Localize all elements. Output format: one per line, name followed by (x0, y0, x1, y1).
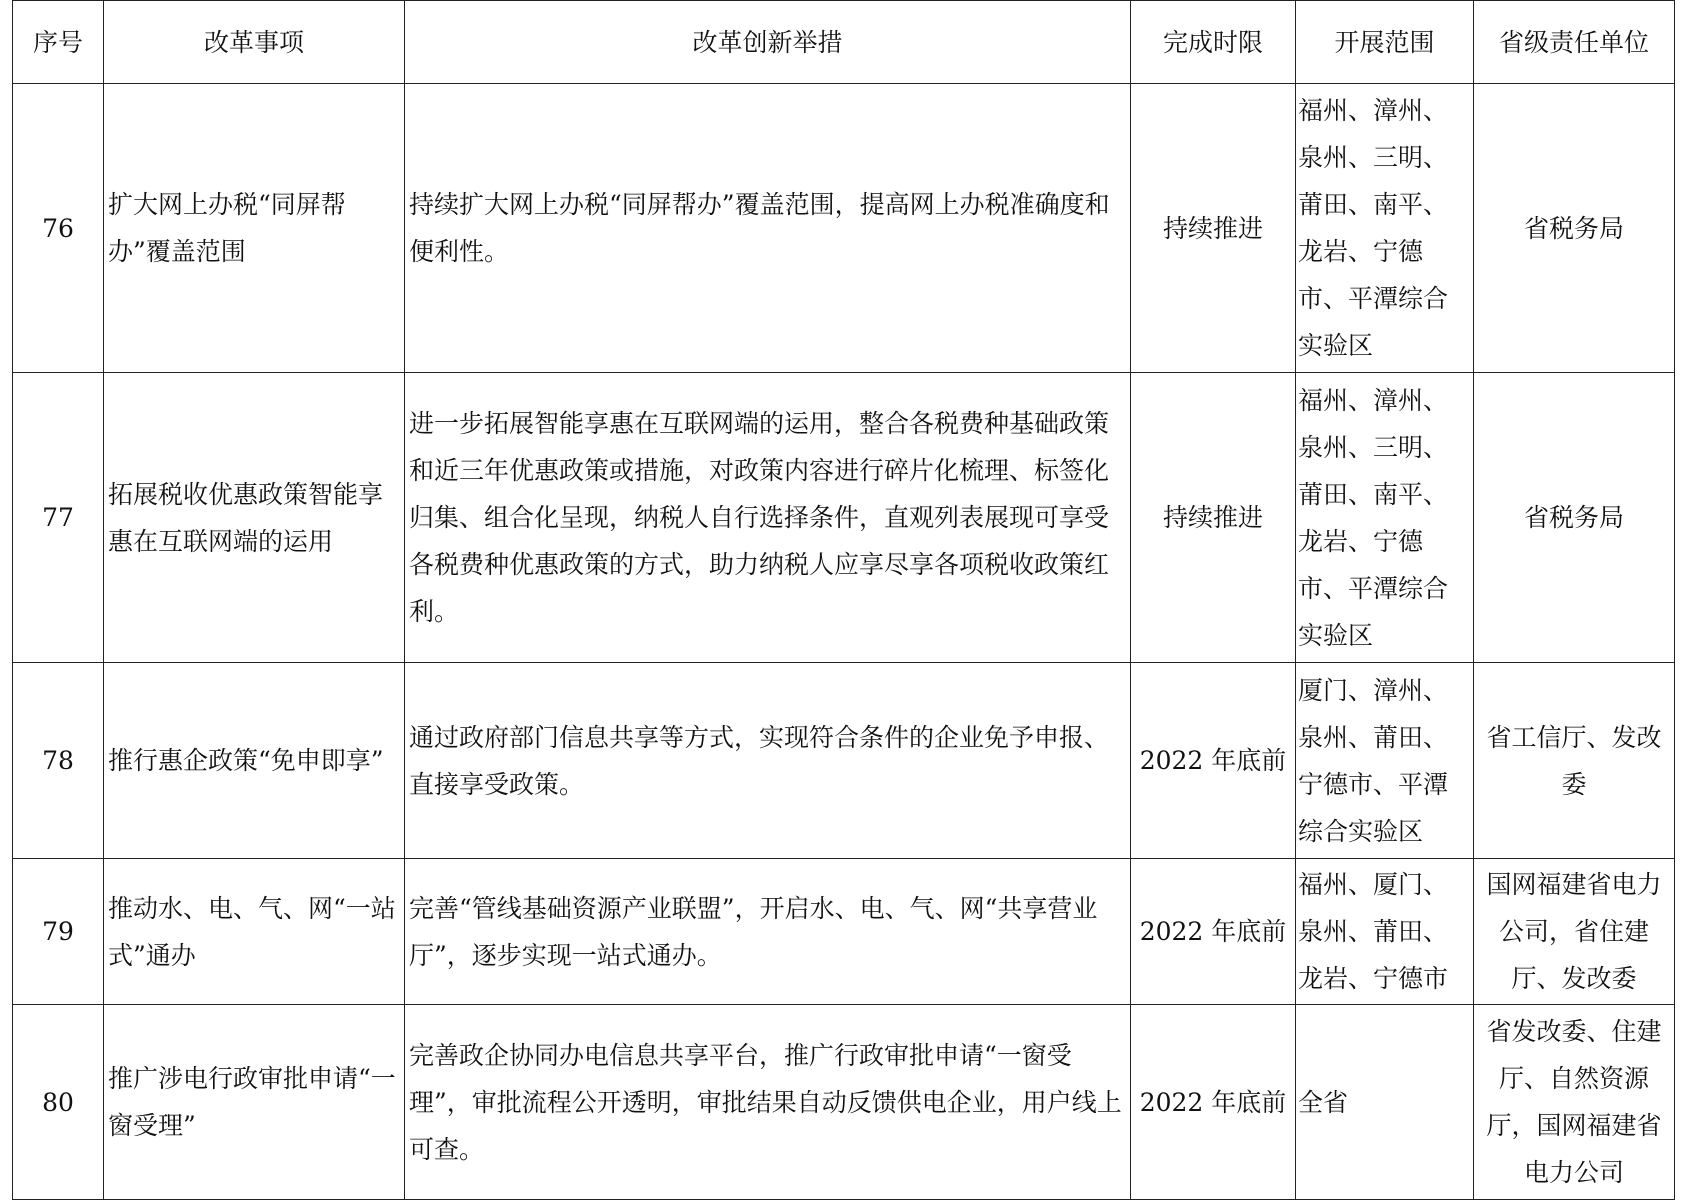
cell-reform-item: 扩大网上办税“同屏帮办”覆盖范围 (104, 84, 405, 373)
header-reform-item: 改革事项 (104, 1, 405, 84)
header-scope: 开展范围 (1296, 1, 1474, 84)
cell-responsible-unit: 省工信厅、发改委 (1474, 663, 1675, 859)
cell-scope: 全省 (1296, 1005, 1474, 1200)
cell-scope: 福州、厦门、泉州、莆田、龙岩、宁德市 (1296, 859, 1474, 1005)
table-header-row (13, 1, 1675, 84)
cell-reform-item: 推广涉电行政审批申请“一窗受理” (104, 1005, 405, 1200)
header-serial-number: 序号 (13, 1, 104, 84)
cell-scope: 厦门、漳州、泉州、莆田、宁德市、平潭综合实验区 (1296, 663, 1474, 859)
table-row (13, 84, 1675, 373)
reform-table (12, 0, 1675, 1200)
cell-deadline: 2022 年底前 (1131, 859, 1296, 1005)
table-row (13, 373, 1675, 663)
cell-reform-measure: 进一步拓展智能享惠在互联网端的运用，整合各税费种基础政策和近三年优惠政策或措施，对政策内容进行碎片化梳理、标签化归集、组合化呈现，纳税人自行选择条件，直观列表展现可享受各税费种优惠政策的方式，助力纳税人应享尽享各项税收政策红利。 (405, 373, 1131, 663)
cell-reform-measure: 完善政企协同办电信息共享平台，推广行政审批申请“一窗受理”，审批流程公开透明，审批结果自动反馈供电企业，用户线上可查。 (405, 1005, 1131, 1200)
cell-reform-measure: 通过政府部门信息共享等方式，实现符合条件的企业免予申报、直接享受政策。 (405, 663, 1131, 859)
header-deadline: 完成时限 (1131, 1, 1296, 84)
cell-serial-number: 79 (13, 859, 104, 1005)
cell-deadline: 持续推进 (1131, 373, 1296, 663)
cell-serial-number: 77 (13, 373, 104, 663)
cell-deadline: 持续推进 (1131, 84, 1296, 373)
cell-reform-measure: 完善“管线基础资源产业联盟”，开启水、电、气、网“共享营业厅”，逐步实现一站式通办。 (405, 859, 1131, 1005)
cell-serial-number: 80 (13, 1005, 104, 1200)
cell-responsible-unit: 国网福建省电力公司，省住建厅、发改委 (1474, 859, 1675, 1005)
table-row (13, 1005, 1675, 1200)
cell-scope: 福州、漳州、泉州、三明、莆田、南平、龙岩、宁德市、平潭综合实验区 (1296, 84, 1474, 373)
cell-deadline: 2022 年底前 (1131, 1005, 1296, 1200)
cell-serial-number: 78 (13, 663, 104, 859)
cell-responsible-unit: 省发改委、住建厅、自然资源厅，国网福建省电力公司 (1474, 1005, 1675, 1200)
cell-reform-item: 拓展税收优惠政策智能享惠在互联网端的运用 (104, 373, 405, 663)
cell-reform-measure: 持续扩大网上办税“同屏帮办”覆盖范围，提高网上办税准确度和便利性。 (405, 84, 1131, 373)
table-row (13, 859, 1675, 1005)
cell-responsible-unit: 省税务局 (1474, 84, 1675, 373)
cell-responsible-unit: 省税务局 (1474, 373, 1675, 663)
table-row (13, 663, 1675, 859)
cell-reform-item: 推动水、电、气、网“一站式”通办 (104, 859, 405, 1005)
header-reform-measure: 改革创新举措 (405, 1, 1131, 84)
cell-deadline: 2022 年底前 (1131, 663, 1296, 859)
cell-reform-item: 推行惠企政策“免申即享” (104, 663, 405, 859)
header-responsible-unit: 省级责任单位 (1474, 1, 1675, 84)
cell-serial-number: 76 (13, 84, 104, 373)
cell-scope: 福州、漳州、泉州、三明、莆田、南平、龙岩、宁德市、平潭综合实验区 (1296, 373, 1474, 663)
